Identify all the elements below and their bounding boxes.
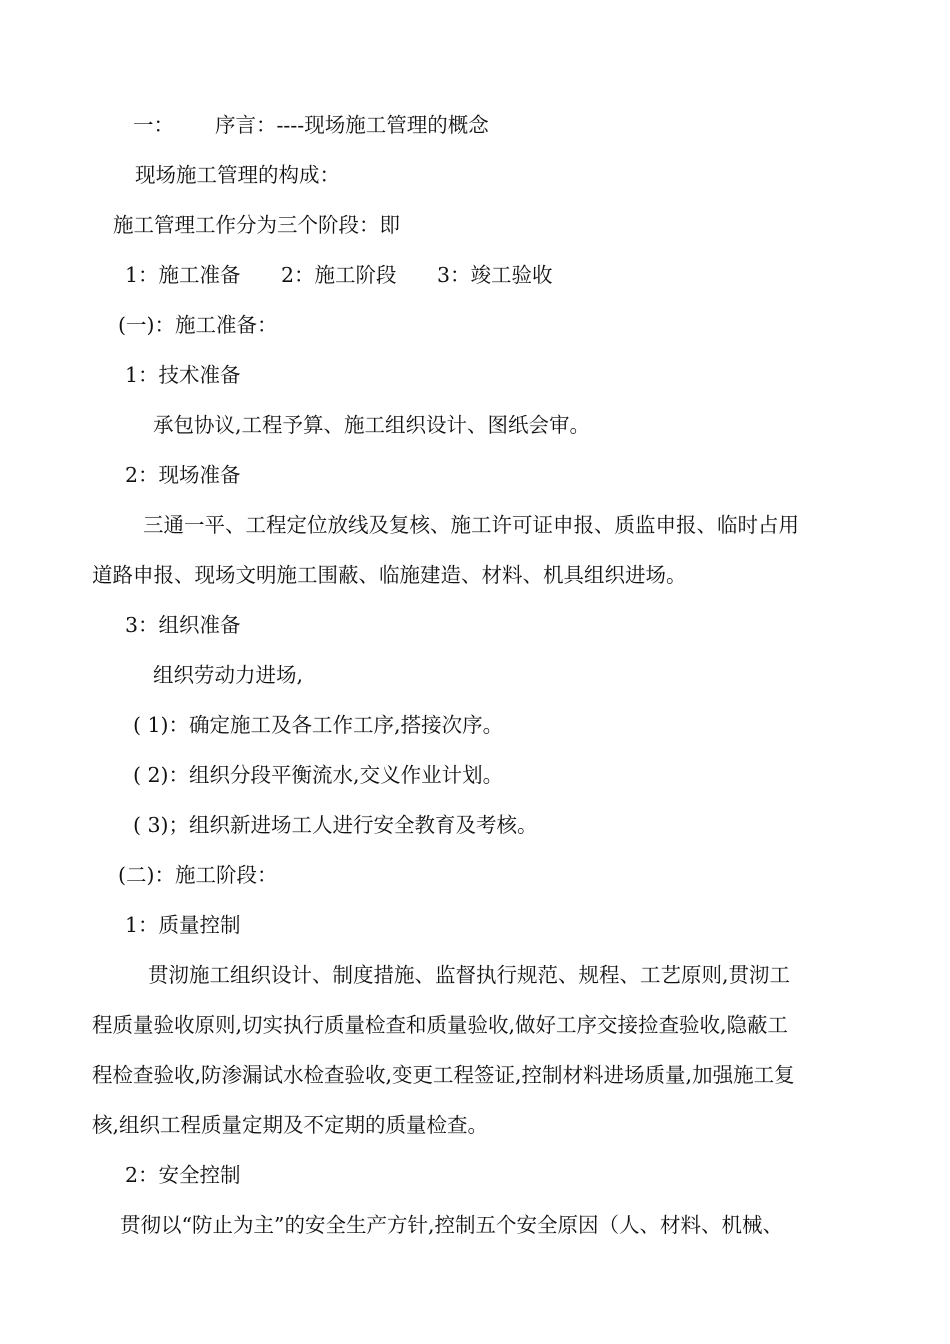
quality-title: 1：质量控制 <box>125 913 241 937</box>
safety-title: 2：安全控制 <box>125 1163 241 1187</box>
safety-body-line-1: 贯彻以“防止为主”的安全生产方针,控制五个安全原因（人、材料、机械、 <box>120 1213 783 1237</box>
tech-prep-title: 1：技术准备 <box>125 363 241 387</box>
heading-title: 序言：----现场施工管理的概念 <box>215 113 489 137</box>
section-heading-2: (二)：施工阶段： <box>118 863 278 887</box>
stage-item-1: 1：施工准备 <box>125 263 241 287</box>
org-prep-body: 组织劳动力进场, <box>153 663 304 687</box>
org-item-2: ( 2)：组织分段平衡流水,交义作业计划。 <box>133 763 504 787</box>
stage-item-2: 2：施工阶段 <box>281 263 397 287</box>
org-item-1: ( 1)：确定施工及各工作工序,搭接次序。 <box>133 713 504 737</box>
quality-body-line-4: 核,组织工程质量定期及不定期的质量检查。 <box>92 1113 489 1137</box>
org-item-3: ( 3)；组织新进场工人进行安全教育及考核。 <box>133 813 538 837</box>
site-prep-body-line-1: 三通一平、工程定位放线及复核、施工许可证申报、质监申报、临时占用 <box>143 513 799 537</box>
paragraph-composition: 现场施工管理的构成： <box>135 163 340 187</box>
quality-body-line-1: 贯沏施工组织设计、制度措施、监督执行规范、规程、工艺原则,贯沏工 <box>148 963 791 987</box>
stage-item-3: 3：竣工验收 <box>437 263 553 287</box>
section-heading-1: (一)：施工准备： <box>118 313 278 337</box>
tech-prep-body: 承包协议,工程予算、施工组织设计、图纸会审。 <box>153 413 591 437</box>
heading-number: 一： <box>133 113 174 137</box>
site-prep-body-line-2: 道路申报、现场文明施工围蔽、临施建造、材料、机具组织进场。 <box>92 563 687 587</box>
paragraph-three-stages: 施工管理工作分为三个阶段：即 <box>113 213 400 237</box>
org-prep-title: 3：组织准备 <box>125 613 241 637</box>
quality-body-line-3: 程检查验收,防渗漏试水检查验收,变更工程签证,控制材料进场质量,加强施工复 <box>92 1063 795 1087</box>
quality-body-line-2: 程质量验收原则,切实执行质量检查和质量验收,做好工序交接捡查验收,隐蔽工 <box>92 1013 789 1037</box>
site-prep-title: 2：现场准备 <box>125 463 241 487</box>
